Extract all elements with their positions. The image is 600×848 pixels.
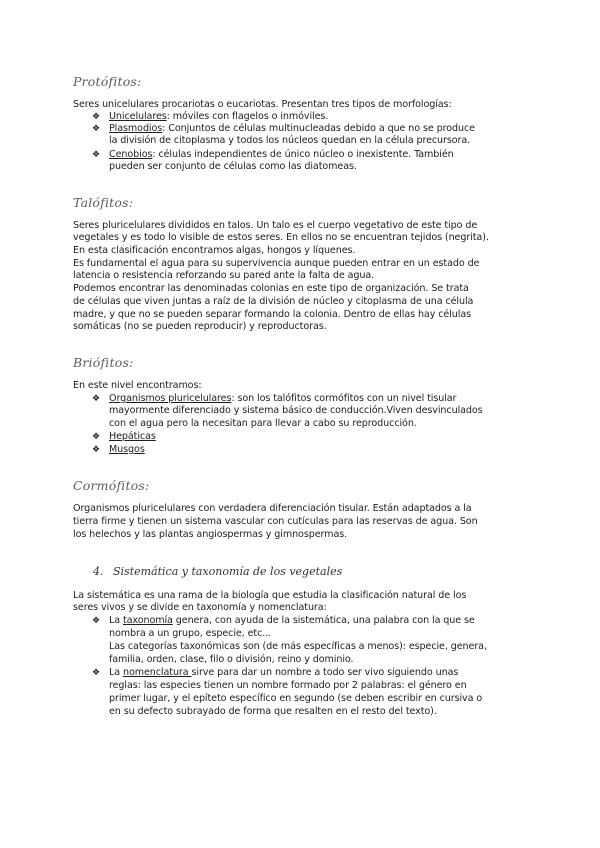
talofitos-heading: Talófitos: (73, 195, 134, 210)
protofitos-item-plasmodios-cont: la división de citoplasma y todos los núcleos quedan en la célula precursora. (109, 135, 471, 146)
talofitos-line: Podemos encontrar las denominadas colonias en este tipo de organización. Se trata (73, 283, 469, 294)
section4-item-nomenclatura-cont: primer lugar, y el epíteto específico en segundo (se deben escribir en cursiva o (109, 693, 483, 704)
bullet-icon: ❖ (92, 432, 101, 442)
talofitos-line: somáticas (no se pueden reproducir) y reproductoras. (73, 321, 327, 332)
cormofitos-line: Organismos pluricelulares con verdadera diferenciación tisular. Están adaptados a la (73, 503, 472, 514)
section4-intro: seres vivos y se divide en taxonomía y nomenclatura: (73, 602, 327, 613)
talofitos-line: Es fundamental el agua para su supervivencia aunque pueden entrar en un estado de (73, 258, 480, 269)
item-text: sirve para dar un nombre a todo ser vivo siguiendo unas (191, 667, 459, 678)
section4-item-nomenclatura-cont: reglas: las especies tienen un nombre formado por 2 palabras: el género en (109, 680, 467, 691)
protofitos-item-cenobios-cont: pueden ser conjunto de células como las diatomeas. (109, 161, 357, 172)
protofitos-item-unicelulares (109, 111, 328, 123)
talofitos-line: latencia o resistencia reforzando su pared ante la falta de agua. (73, 270, 375, 281)
item-text: genera, con ayuda de la sistemática, una palabra con la que se (172, 615, 475, 626)
section-number: 4. (93, 565, 104, 578)
cormofitos-line: los helechos y las plantas angiospermas y gimnospermas. (73, 529, 348, 540)
briofitos-intro: En este nivel encontramos: (73, 380, 202, 391)
briofitos-item-organismos (109, 393, 456, 405)
bullet-icon: ❖ (92, 150, 101, 160)
bullet-icon: ❖ (92, 394, 101, 404)
term: taxonomía (122, 615, 173, 626)
briofitos-item-musgos (109, 444, 145, 456)
bullet-icon: ❖ (92, 668, 101, 678)
term: Hepáticas (109, 431, 156, 442)
section4-item-taxonomia-cont: familia, orden, clase, filo o división, reino y dominio. (109, 654, 354, 665)
talofitos-line: En esta clasificación encontramos algas, hongos y líquenes. (73, 245, 356, 256)
briofitos-item-hepaticas (109, 431, 156, 443)
briofitos-item-organismos-cont: con el agua pero la necesitan para llevar a cabo su reproducción. (109, 418, 417, 429)
protofitos-heading: Protófitos: (73, 74, 142, 89)
section4-intro: La sistemática es una rama de la biología que estudia la clasificación natural de los (73, 590, 467, 601)
item-text: : Conjuntos de células multinucleadas debido a que no se produce (162, 123, 475, 134)
item-text: : móviles con flagelos o inmóviles. (166, 111, 329, 122)
term: Organismos pluricelulares (109, 393, 232, 404)
item-text: : células independientes de único núcleo o inexistente. También (152, 149, 454, 160)
item-text: La (109, 667, 123, 678)
item-text: La (109, 615, 123, 626)
term: Plasmodios (109, 123, 163, 134)
section4-item-taxonomia-cont: Las categorías taxonómicas son (de más específicas a menos): especie, genera, (109, 641, 487, 652)
briofitos-heading: Briófitos: (73, 355, 134, 370)
bullet-icon: ❖ (92, 445, 101, 455)
term: Cenobios (109, 149, 153, 160)
section4-item-taxonomia-cont: nombra a un grupo, especie, etc... (109, 628, 272, 639)
talofitos-line: vegetales y es todo lo visible de estos seres. En ellos no se encuentran tejidos (negrita). (73, 232, 489, 243)
talofitos-line: madre, y que no se pueden separar formando la colonia. Dentro de ellas hay células (73, 309, 472, 320)
section4-item-nomenclatura (109, 667, 458, 679)
bullet-icon: ❖ (92, 124, 101, 134)
protofitos-intro: Seres unicelulares procariotas o eucariotas. Presentan tres tipos de morfologías: (73, 99, 452, 110)
protofitos-item-cenobios (109, 149, 454, 161)
bullet-icon: ❖ (92, 616, 101, 626)
term: Unicelulares (109, 111, 167, 122)
protofitos-item-plasmodios (109, 123, 475, 135)
term: Musgos (109, 444, 145, 455)
talofitos-line: Seres pluricelulares divididos en talos. Un talo es el cuerpo vegetativo de este tipo de (73, 220, 478, 231)
briofitos-item-organismos-cont: mayormente diferenciado y sistema básico de conducción.Viven desvinculados (109, 405, 483, 416)
item-text: : son los talófitos cormófitos con un nivel tisular (231, 393, 457, 404)
section4-item-taxonomia (109, 615, 475, 627)
term: nomenclatura (122, 667, 192, 678)
bullet-icon: ❖ (92, 112, 101, 122)
talofitos-line: de células que viven juntas a raíz de la división de núcleo y citoplasma de una célula (73, 296, 474, 307)
cormofitos-heading: Cormófitos: (73, 478, 150, 493)
section4-item-nomenclatura-cont: en su defecto subrayado de forma que resalten en el resto del texto). (109, 706, 437, 717)
cormofitos-line: tierra firme y tienen un sistema vascular con cutículas para las reservas de agua. Son (73, 516, 478, 527)
section-title: Sistemática y taxonomía de los vegetales (113, 565, 343, 578)
